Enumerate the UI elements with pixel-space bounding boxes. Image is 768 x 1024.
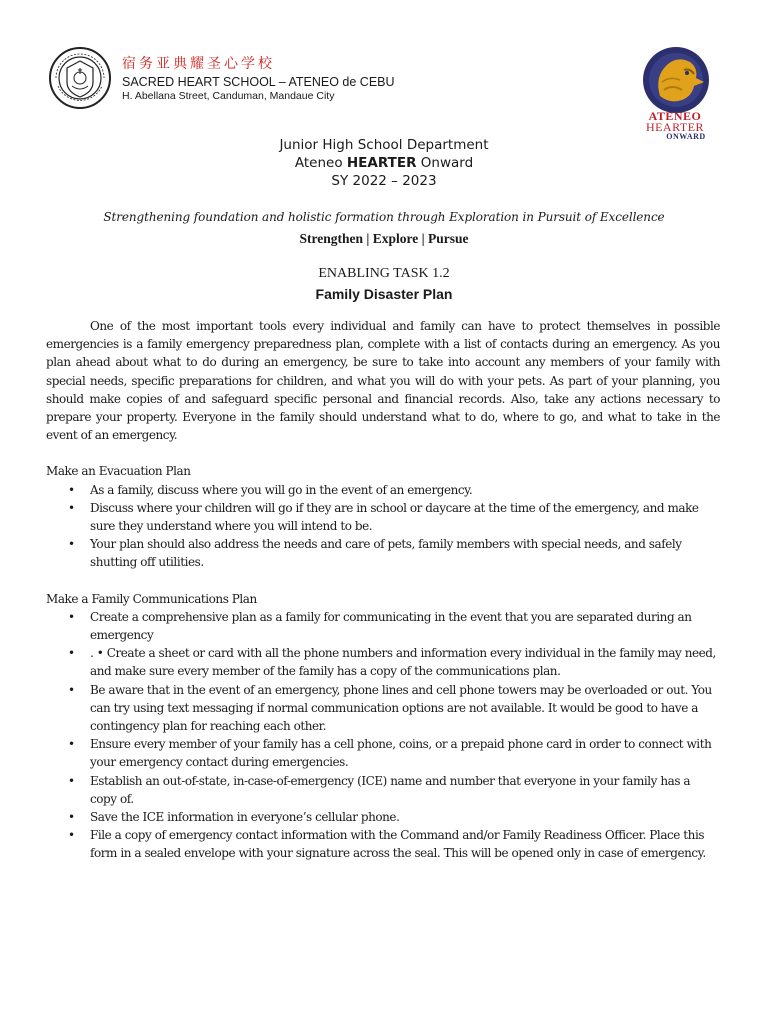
list-item: • Discuss where your children will go if they are in school or daycare at the time of the emergency, and make sure they understand where you will intend to be. [90, 499, 720, 535]
intro-paragraph: One of the most important tools every individual and family can have to protect themselves in possible emergencies is a family emergency preparedness plan, complete with a list of contacts during an emergency. As you plan ahead about what to do during an emergency, be sure to take into account any members of your family with special needs, specific preparations for children, and what you will do with your pets. As part of your planning, you should make copies of and safeguard specific personal and financial records. Also, take any actions necessary to prepare your property. Everyone in the family should understand what to do, where to go, and what to take in the event of an emergency. [46, 319, 720, 443]
list-item: • Create a comprehensive plan as a family for communicating in the event that you are separated during an emergency [90, 608, 720, 644]
communications-list [46, 608, 720, 863]
school-header [122, 56, 395, 103]
logo-line-2: HEARTER [645, 120, 705, 134]
communications-heading: Make a Family Communications Plan [46, 591, 257, 606]
school-year: SY 2022 – 2023 [331, 173, 437, 189]
subtitle-bold: HEARTER [346, 155, 417, 171]
evacuation-list [46, 481, 720, 572]
logo-line-1: ATENEO [648, 109, 702, 123]
list-item: • Your plan should also address the needs and care of pets, family members with special needs, and safely shutting off utilities. [90, 535, 720, 571]
school-name: SACRED HEART SCHOOL – ATENEO de CEBU [122, 75, 395, 89]
department-name: Junior High School Department [279, 137, 489, 153]
list-item: • Save the ICE information in everyone’s cellular phone. [90, 808, 720, 826]
subtitle-suffix: Onward [416, 155, 474, 171]
department-subtitle [0, 154, 768, 172]
motto: Strengthening foundation and holistic formation through Exploration in Pursuit of Excellence [103, 210, 665, 224]
list-item: • File a copy of emergency contact information with the Command and/or Family Readiness Officer. Place this form in a sealed envelope with your signature across the seal. This will be opened only in case of emergency. [90, 826, 720, 862]
list-item: • Be aware that in the event of an emergency, phone lines and cell phone towers may be overloaded or out. You can try using text messaging if normal communication options are not available. It would be good to have a contingency plan for reaching each other. [90, 681, 720, 736]
school-chinese-name: 宿务亚典耀圣心学校 [122, 56, 275, 72]
subtitle-prefix: Ateneo [294, 155, 347, 171]
list-item: • Ensure every member of your family has a cell phone, coins, or a prepaid phone card in order to connect with your emergency contact during emergencies. [90, 735, 720, 771]
logo-line-3: ONWARD [666, 132, 706, 141]
school-seal-icon [48, 46, 112, 110]
list-item: • . • Create a sheet or card with all the phone numbers and information every individual in the family may need, and make sure every member of the family has a copy of the communications plan. [90, 644, 720, 680]
task-label: ENABLING TASK 1.2 [318, 266, 450, 281]
list-item: • Establish an out-of-state, in-case-of-emergency (ICE) name and number that everyone in your family has a copy of. [90, 772, 720, 808]
school-address: H. Abellana Street, Canduman, Mandaue City [122, 90, 335, 102]
list-item: • As a family, discuss where you will go in the event of an emergency. [90, 481, 720, 499]
evacuation-heading: Make an Evacuation Plan [46, 464, 191, 479]
document-body [46, 317, 720, 863]
department-block [0, 136, 768, 190]
task-title: Family Disaster Plan [315, 286, 453, 302]
tagline: Strengthen | Explore | Pursue [299, 231, 469, 246]
